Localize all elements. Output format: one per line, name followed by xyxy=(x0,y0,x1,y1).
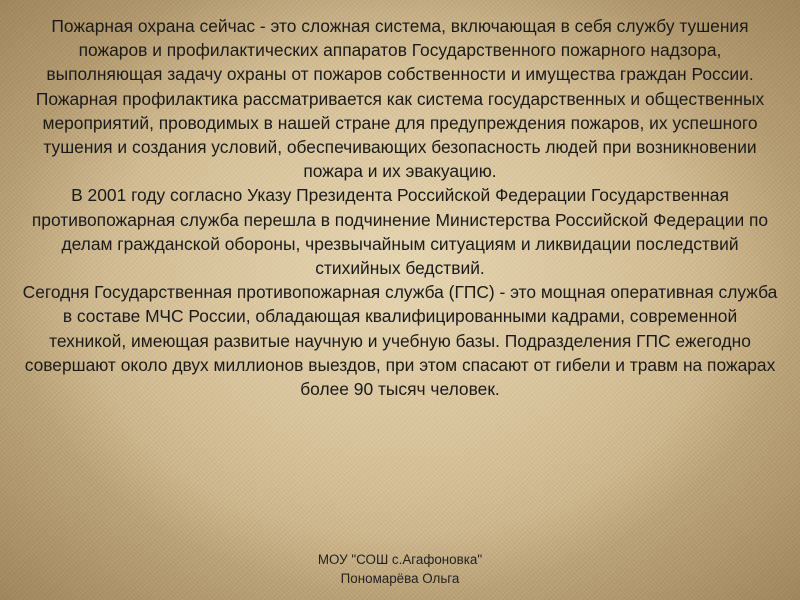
slide-footer xyxy=(250,550,550,588)
paragraph-fire-protection: Пожарная охрана сейчас - это сложная система, включающая в себя службу тушения пожаров и профилактических аппаратов Государственного пожарного надзора, выполняющая задачу охраны от пожаров собственности и имущества граждан России. xyxy=(46,16,754,85)
paragraph-2001-decree: В 2001 году согласно Указу Президента Российской Федерации Государственная противопожарная служба перешла в подчинение Министерства Российской Федерации по делам гражданской обороны, чрезвычайным ситуациям и ликвидации последствий стихийных бедствий. xyxy=(31,185,769,279)
slide-body-text xyxy=(22,14,778,401)
footer-author: Пономарёва Ольга xyxy=(340,571,460,586)
footer-school: МОУ "СОШ с.Агафоновка" xyxy=(317,552,483,567)
paragraph-gps-today: Сегодня Государственная противопожарная служба (ГПС) - это мощная оперативная служба в составе МЧС России, обладающая квалифицированными кадрами, современной техникой, имеющая развитые научную и учебную базы. Подразделения ГПС ежегодно совершают около двух миллионов выездов, при этом спасают от гибели и травм на пожарах более 90 тысяч человек. xyxy=(22,282,778,400)
paragraph-fire-prevention: Пожарная профилактика рассматривается как система государственных и общественных мероприятий, проводимых в нашей стране для предупреждения пожаров, их успешного тушения и создания условий, обеспечивающих безопасность людей при возникновении пожара и их эвакуацию. xyxy=(35,88,765,182)
